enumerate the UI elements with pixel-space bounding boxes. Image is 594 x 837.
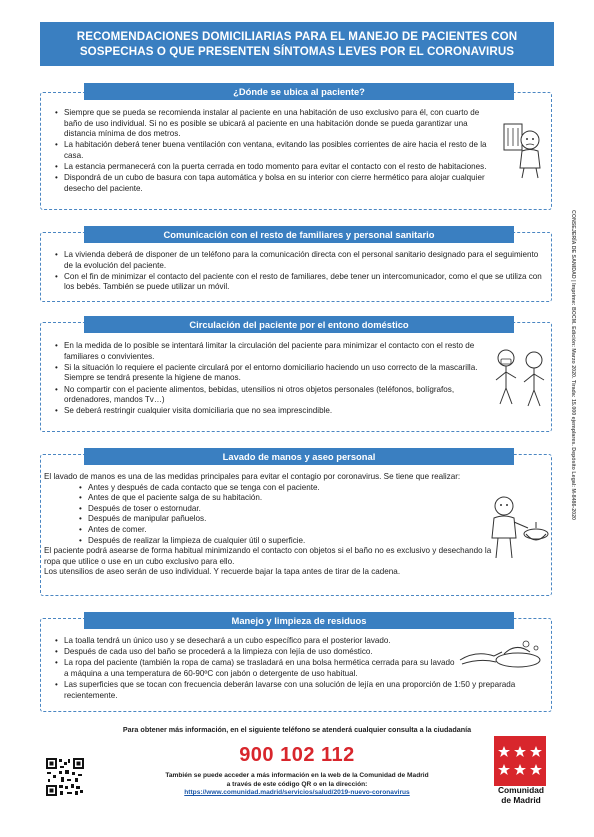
section-title: Lavado de manos y aseo personal xyxy=(84,448,514,465)
footer-web-line2: a través de este código QR o en la dirección: xyxy=(226,780,368,788)
page-title-banner xyxy=(40,22,554,66)
section-title: Manejo y limpieza de residuos xyxy=(84,612,514,629)
logo-text-line1: Comunidad xyxy=(497,785,545,795)
handwashing-illustration xyxy=(482,492,550,562)
section-paragraph: El paciente podrá asearse de forma habitual minimizando el contacto con objetos si el baño no es exclusivo y desechando la ropa que utilice o use en un cubo exclusivo para ello. xyxy=(44,546,492,566)
footer-info-text: Para obtener más información, en el siguiente teléfono se atenderá cualquier consulta a la ciudadanía xyxy=(122,725,472,734)
list-item: • La toalla tendrá un único uso y se desechará a un cubo específico para el posterior lavado. xyxy=(54,636,457,647)
phone-number[interactable]: 900 102 112 xyxy=(239,744,355,766)
list-item: • Con el fin de minimizar el contacto del paciente con el resto de familiares, debe tener un intercomunicador, como el que se utiliza con los bebés. También se puede utilizar un móvil. xyxy=(54,272,542,293)
footer-url-link[interactable]: https://www.comunidad.madrid/servicios/salud/2019-nuevo-coronavirus xyxy=(184,789,410,797)
section-paragraph: Los utensilios de aseo serán de uso individual. Y recuerde bajar la tapa antes de tirar de la cadena. xyxy=(44,567,401,577)
cleaning-hands-illustration xyxy=(456,634,548,672)
list-item: • La ropa del paciente (también la ropa de cama) se trasladará en una bolsa hermética cerrada para su lavado a máquina a una temperatura de 60-90ºC con jabón o detergente de uso habitual. xyxy=(54,658,457,679)
page-title-line1: RECOMENDACIONES DOMICILIARIAS PARA EL MANEJO DE PACIENTES CON xyxy=(76,30,518,43)
list-item: • Después de manipular pañuelos. xyxy=(78,514,506,525)
patient-in-bed-illustration xyxy=(500,118,548,180)
section-body xyxy=(54,341,494,418)
list-item: • Las superficies que se tocan con frecuencia deberán lavarse con una solución de lejía en una proporción de 1:50 y preparada recientemente. xyxy=(54,680,542,701)
list-item: • Antes y después de cada contacto que se tenga con el paciente. xyxy=(78,483,506,494)
section-body xyxy=(44,472,506,578)
section-intro: El lavado de manos es una de las medidas principales para evitar el contagio por coronavirus. Se tiene que realizar: xyxy=(44,472,461,481)
list-item: • En la medida de lo posible se intentará limitar la circulación del paciente para minimizar el contacto con el resto de familiares o convivientes. xyxy=(54,341,494,362)
logo-text xyxy=(488,786,554,805)
footer-web-line1: También se puede acceder a más información en la web de la Comunidad de Madrid xyxy=(165,772,429,779)
list-item: • Dispondrá de un cubo de basura con tapa automática y bolsa en su interior con cierre hermético para alojar cualquier desecho del paciente. xyxy=(54,173,494,194)
comunidad-madrid-logo xyxy=(494,736,546,788)
section-ubicacion xyxy=(40,78,552,210)
list-item: • Antes de que el paciente salga de su habitación. xyxy=(78,493,506,504)
section-title: ¿Dónde se ubica al paciente? xyxy=(84,83,514,100)
list-item: • Después de toser o estornudar. xyxy=(78,504,506,515)
section-lavado xyxy=(40,448,552,596)
section-body xyxy=(54,108,494,195)
list-item: • Se deberá restringir cualquier visita domiciliaria que no sea imprescindible. xyxy=(54,406,494,417)
list-item: • La estancia permanecerá con la puerta cerrada en todo momento para evitar el contacto con el resto de habitaciones. xyxy=(54,162,494,173)
list-item: • No compartir con el paciente alimentos, bebidas, utensilios ni otros objetos personales (teléfonos, bolígrafos, ordenadores, mandos Tv…) xyxy=(54,385,494,406)
list-item: • Después de realizar la limpieza de cualquier útil o superficie. xyxy=(78,536,506,547)
section-circulacion xyxy=(40,316,552,432)
section-comunicacion xyxy=(40,226,552,302)
list-item: • La vivienda deberá de disponer de un teléfono para la comunicación directa con el personal sanitario designado para el seguimiento de la evolución del paciente. xyxy=(54,250,542,271)
masked-people-illustration xyxy=(490,344,550,410)
list-item: • La habitación deberá tener buena ventilación con ventana, evitando las posibles corrientes de aire hacia el resto de la casa. xyxy=(54,140,494,161)
logo-text-line2: de Madrid xyxy=(501,794,541,805)
section-body xyxy=(54,250,542,294)
section-title: Comunicación con el resto de familiares y personal sanitario xyxy=(84,226,514,243)
list-item: • Después de cada uso del baño se procederá a la limpieza con lejía de uso doméstico. xyxy=(54,647,457,658)
list-item: • Siempre que se pueda se recomienda instalar al paciente en una habitación de uso exclusivo para él, con cuarto de baño de uso individual. Si no es posible se ubicará al paciente en una habitación donde se pueda garantizar una distancia mínima de dos metros. xyxy=(54,108,494,140)
footer-web-info xyxy=(150,772,444,798)
section-residuos xyxy=(40,612,552,712)
page-title-line2: SOSPECHAS O QUE PRESENTEN SÍNTOMAS LEVES POR EL CORONAVIRUS xyxy=(79,45,515,58)
list-item: • Antes de comer. xyxy=(78,525,506,536)
list-item: • Si la situación lo requiere el paciente circulará por el entorno domiciliario haciendo un uso correcto de la mascarilla. Siempre se tendrá presente la higiene de manos. xyxy=(54,363,494,384)
section-title: Circulación del paciente por el entono doméstico xyxy=(84,316,514,333)
side-imprint-text: CONSEJERÍA DE SANIDAD | Imprime: BOCM. Edición: Marzo 2020. Tirada: 15.000 ejemplares. Depósito Legal: M-8486-2020 xyxy=(570,210,576,520)
qr-code-icon[interactable] xyxy=(45,757,85,797)
